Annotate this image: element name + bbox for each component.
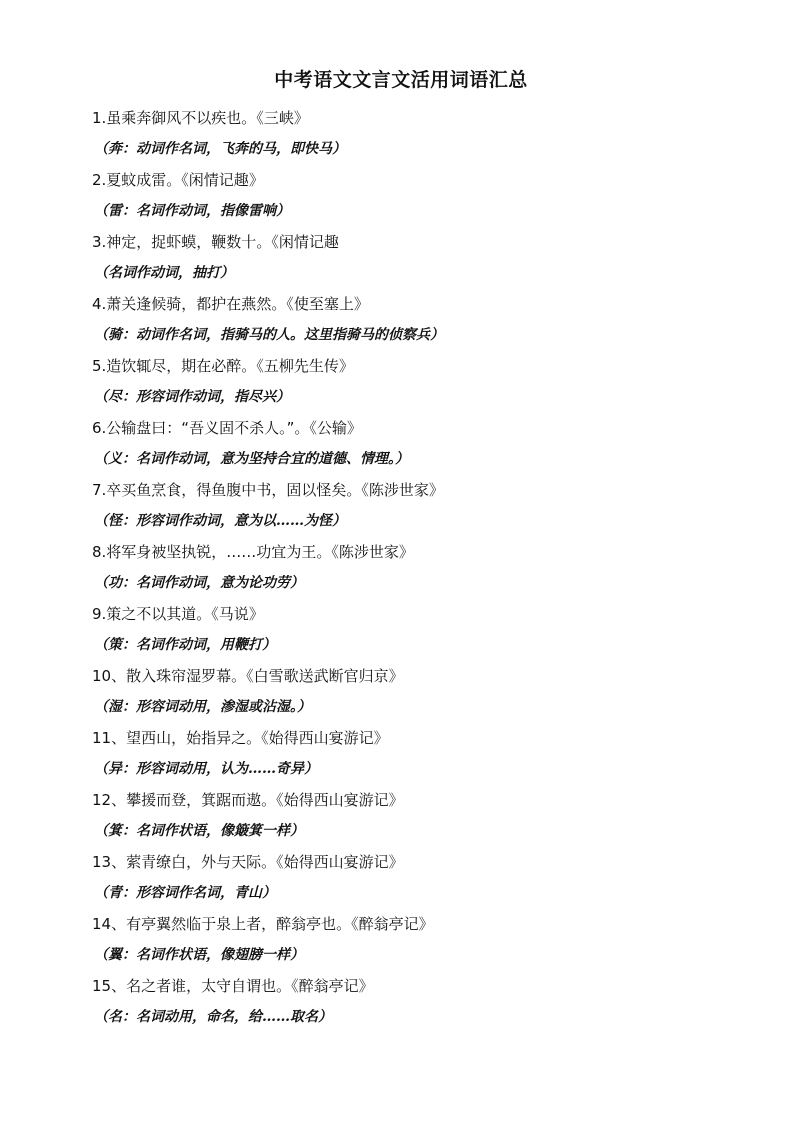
entry-note: （异：形容词动用，认为……奇异） bbox=[94, 761, 318, 777]
entry-note: （雷：名词作动词，指像雷响） bbox=[94, 203, 290, 219]
list-item bbox=[92, 847, 710, 909]
entry-sentence: 3.神定，捉虾蟆，鞭数十。《闲情记趣 bbox=[92, 233, 339, 251]
entry-list bbox=[92, 103, 710, 1033]
entry-sentence: 12、攀援而登，箕踞而遨。《始得西山宴游记》 bbox=[92, 791, 404, 809]
entry-note: （翼：名词作状语，像翅膀一样） bbox=[94, 947, 304, 963]
entry-sentence: 15、名之者谁，太守自谓也。《醉翁亭记》 bbox=[92, 977, 374, 995]
entry-note: （尽：形容词作动词，指尽兴） bbox=[94, 389, 290, 405]
entry-note: （功：名词作动词，意为论功劳） bbox=[94, 575, 304, 591]
list-item bbox=[92, 165, 710, 227]
entry-note: （名词作动词，抽打） bbox=[94, 265, 234, 281]
list-item bbox=[92, 723, 710, 785]
list-item bbox=[92, 103, 710, 165]
entry-sentence: 5.造饮辄尽，期在必醉。《五柳先生传》 bbox=[92, 357, 354, 375]
list-item bbox=[92, 599, 710, 661]
list-item bbox=[92, 537, 710, 599]
entry-note: （义：名词作动词，意为坚持合宜的道德、情理。） bbox=[94, 451, 409, 467]
list-item bbox=[92, 785, 710, 847]
entry-note: （骑：动词作名词，指骑马的人。这里指骑马的侦察兵） bbox=[94, 327, 444, 343]
list-item bbox=[92, 413, 710, 475]
list-item bbox=[92, 909, 710, 971]
entry-note: （青：形容词作名词，青山） bbox=[94, 885, 276, 901]
entry-note: （策：名词作动词，用鞭打） bbox=[94, 637, 276, 653]
entry-note: （箕：名词作状语，像簸箕一样） bbox=[94, 823, 304, 839]
list-item bbox=[92, 227, 710, 289]
entry-sentence: 2.夏蚊成雷。《闲情记趣》 bbox=[92, 171, 264, 189]
entry-sentence: 6.公输盘曰：“吾义固不杀人。”。《公输》 bbox=[92, 419, 362, 437]
document-title: 中考语文文言文活用词语汇总 bbox=[274, 69, 528, 91]
entry-note: （名：名词动用，命名，给……取名） bbox=[94, 1009, 332, 1025]
list-item bbox=[92, 971, 710, 1033]
entry-sentence: 11、望西山，始指异之。《始得西山宴游记》 bbox=[92, 729, 389, 747]
entry-note: （奔：动词作名词，飞奔的马，即快马） bbox=[94, 141, 346, 157]
list-item bbox=[92, 351, 710, 413]
list-item bbox=[92, 289, 710, 351]
entry-sentence: 8.将军身被坚执锐，……功宜为王。《陈涉世家》 bbox=[92, 543, 414, 561]
entry-sentence: 7.卒买鱼烹食，得鱼腹中书，固以怪矣。《陈涉世家》 bbox=[92, 481, 444, 499]
entry-sentence: 13、萦青缭白，外与天际。《始得西山宴游记》 bbox=[92, 853, 404, 871]
entry-sentence: 10、散入珠帘湿罗幕。《白雪歌送武断官归京》 bbox=[92, 667, 404, 685]
list-item bbox=[92, 661, 710, 723]
entry-sentence: 14、有亭翼然临于泉上者，醉翁亭也。《醉翁亭记》 bbox=[92, 915, 434, 933]
entry-note: （湿：形容词动用，渗湿或沾湿。） bbox=[94, 699, 311, 715]
entry-note: （怪：形容词作动词，意为以……为怪） bbox=[94, 513, 346, 529]
entry-sentence: 1.虽乘奔御风不以疾也。《三峡》 bbox=[92, 109, 309, 127]
entry-sentence: 9.策之不以其道。《马说》 bbox=[92, 605, 264, 623]
list-item bbox=[92, 475, 710, 537]
entry-sentence: 4.萧关逢候骑，都护在燕然。《使至塞上》 bbox=[92, 295, 369, 313]
